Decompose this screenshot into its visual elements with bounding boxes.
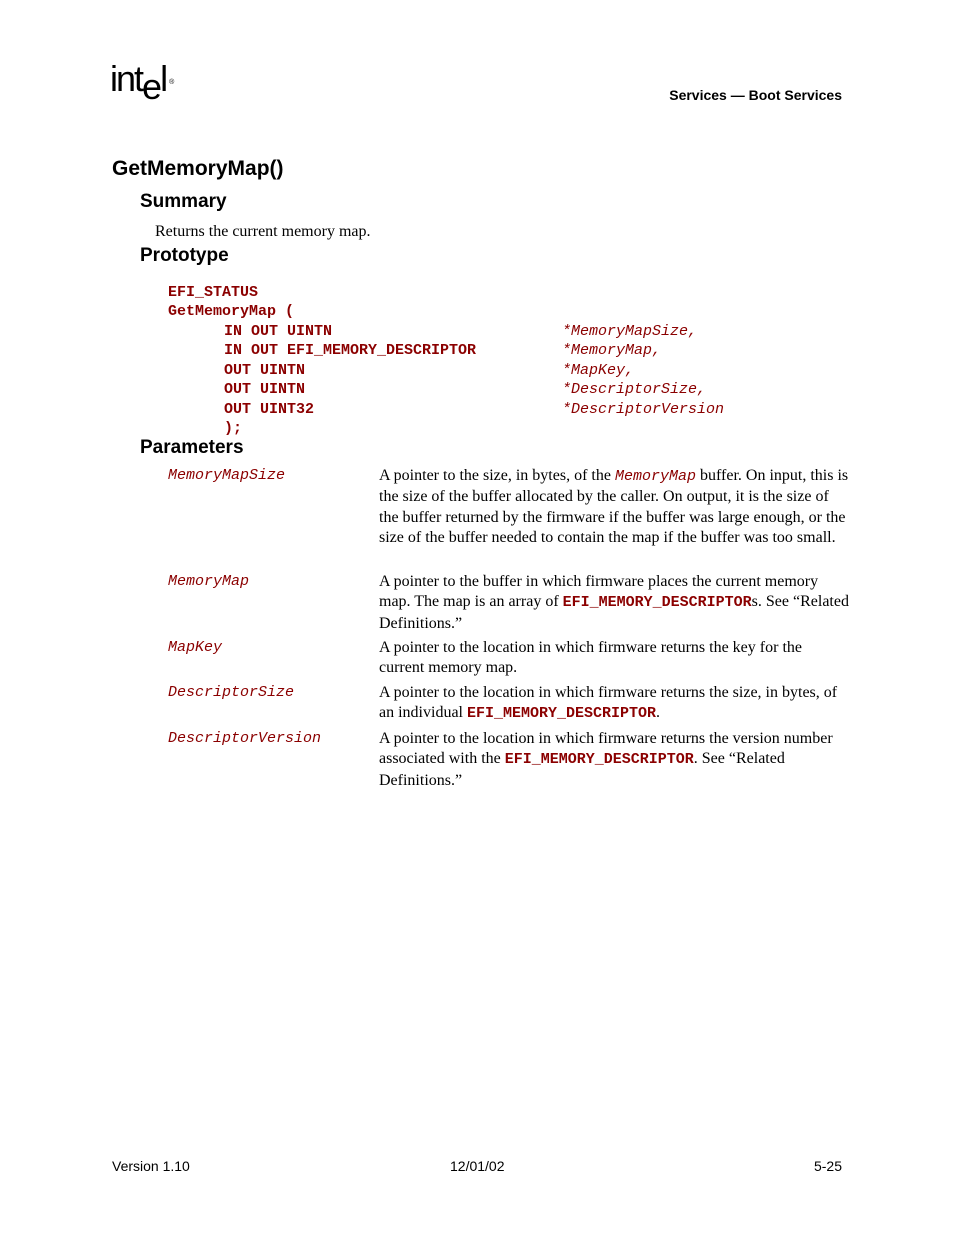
prototype-arg-type: OUT UINTN <box>224 381 306 398</box>
logo-text-l: l <box>160 58 167 99</box>
param-description: A pointer to the size, in bytes, of the MemoryMap buffer. On input, this is the size of the buffer allocated by the caller. On output, it is the size of the buffer returned by the firmware if the buffer was large enough, or the size of the buffer needed to contain the map if the buffer was too small. <box>379 467 849 546</box>
prototype-heading: Prototype <box>140 245 229 266</box>
prototype-arg-name: *MapKey, <box>562 362 635 379</box>
prototype-return-type: EFI_STATUS <box>168 284 259 301</box>
param-description: A pointer to the buffer in which firmware places the current memory map. The map is an array of EFI_MEMORY_DESCRIPTORs. See “Related Definitions.” <box>379 573 849 632</box>
prototype-arg-name: *MemoryMapSize, <box>562 323 698 340</box>
logo-registered-mark: ® <box>169 79 175 86</box>
prototype-arg-name: *DescriptorVersion <box>562 401 725 418</box>
intel-logo <box>110 58 175 107</box>
footer-page-number: 5-25 <box>813 1158 842 1174</box>
param-name: MemoryMapSize <box>168 467 286 484</box>
summary-text: Returns the current memory map. <box>155 223 371 240</box>
prototype-function: GetMemoryMap ( <box>168 303 295 320</box>
page-title: GetMemoryMap() <box>112 157 284 180</box>
prototype-close: ); <box>224 420 243 437</box>
parameters-heading: Parameters <box>140 437 244 458</box>
prototype-arg-type: OUT UINTN <box>224 362 306 379</box>
footer-date: 12/01/02 <box>450 1158 505 1174</box>
param-name: DescriptorVersion <box>168 730 322 747</box>
summary-heading: Summary <box>140 191 227 212</box>
param-name: DescriptorSize <box>168 684 295 701</box>
footer-version: Version 1.10 <box>112 1158 190 1174</box>
param-description: A pointer to the location in which firmware returns the key for the current memory map. <box>379 639 802 677</box>
prototype-arg-type: OUT UINT32 <box>224 401 315 418</box>
logo-text-e: e <box>142 66 161 107</box>
param-name: MemoryMap <box>168 573 250 590</box>
section-header: Services — Boot Services <box>669 87 842 103</box>
logo-text-int: int <box>110 58 143 99</box>
prototype-arg-type: IN OUT UINTN <box>224 323 333 340</box>
prototype-arg-name: *MemoryMap, <box>562 342 662 359</box>
prototype-arg-type: IN OUT EFI_MEMORY_DESCRIPTOR <box>224 342 477 359</box>
param-name: MapKey <box>168 639 223 656</box>
prototype-arg-name: *DescriptorSize, <box>562 381 707 398</box>
param-description: A pointer to the location in which firmware returns the size, in bytes, of an individual EFI_MEMORY_DESCRIPTOR. <box>379 684 838 723</box>
param-description: A pointer to the location in which firmware returns the version number associated with the EFI_MEMORY_DESCRIPTOR. See “Related Definitions.” <box>379 730 833 789</box>
